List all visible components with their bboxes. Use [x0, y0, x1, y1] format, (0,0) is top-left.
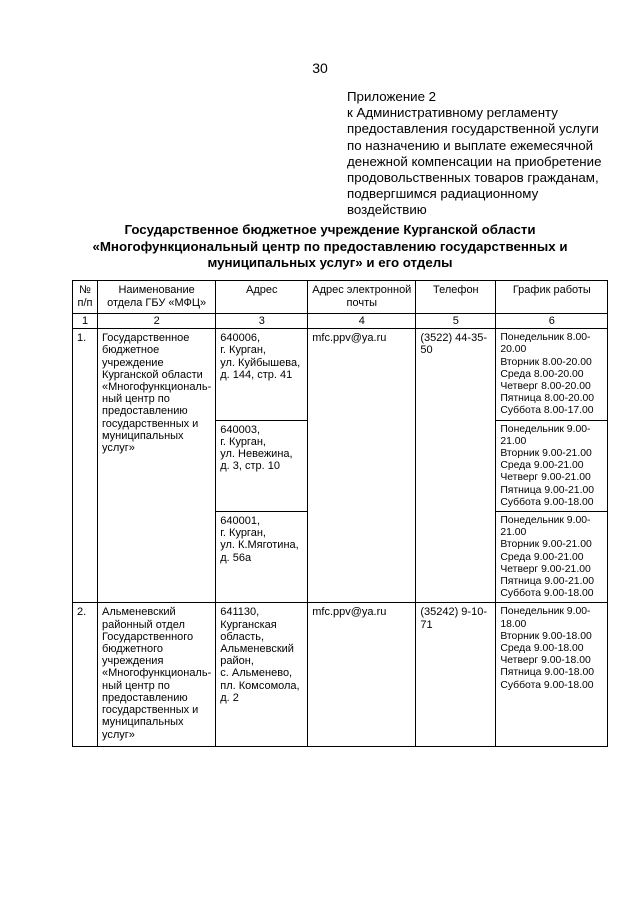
header-text: отдела ГБУ «МФЦ»	[107, 296, 207, 309]
appendix-line: продовольственных товаров гражданам,	[347, 170, 599, 186]
appendix-line: подвергшимся радиационному	[347, 186, 539, 202]
office-name-line: «Многофункциональ-	[102, 381, 212, 394]
address-line: д. 56а	[220, 551, 252, 564]
schedule-line: Четверг 9.00-18.00	[500, 655, 591, 667]
table-row	[73, 603, 608, 747]
address-line: область,	[220, 630, 265, 643]
appendix-line: предоставления государственной услуги	[347, 121, 599, 137]
office-phone	[416, 603, 496, 747]
address-line: Альменевский	[220, 643, 294, 656]
header-text: почты	[346, 296, 378, 309]
header-text: Наименование	[118, 284, 195, 296]
office-name-line: учреждение	[102, 356, 164, 369]
phone-line: 71	[420, 618, 433, 631]
table-row	[73, 329, 608, 420]
schedule-line: Суббота 8.00-17.00	[500, 405, 594, 417]
header-phone	[416, 281, 496, 314]
office-schedule	[496, 512, 608, 603]
office-schedule	[496, 329, 608, 420]
schedule-line: 20.00	[500, 344, 527, 356]
office-name-line: бюджетного	[102, 643, 163, 656]
phone-line: 50	[420, 344, 433, 357]
schedule-line: 21.00	[500, 527, 527, 539]
office-name-line: услуг»	[102, 728, 135, 741]
office-name-line: «Многофункциональ-	[102, 667, 212, 680]
schedule-line: 18.00	[500, 618, 527, 630]
office-name-line: предоставлению	[102, 405, 188, 418]
table-header-row	[73, 281, 608, 314]
office-name-line: Государственное	[102, 332, 190, 345]
schedule-line: Пятница 9.00-21.00	[500, 576, 595, 588]
column-number: 1	[73, 314, 98, 329]
address-line: г. Курган,	[220, 344, 266, 357]
office-name-line: бюджетное	[102, 344, 160, 357]
column-number: 4	[308, 314, 416, 329]
schedule-line: Понедельник 8.00-	[500, 332, 591, 344]
appendix-line: к Административному регламенту	[347, 105, 558, 121]
schedule-line: Вторник 9.00-21.00	[500, 539, 592, 551]
schedule-line: Понедельник 9.00-	[500, 515, 591, 527]
schedule-line: Четверг 8.00-20.00	[500, 381, 591, 393]
address-line: ул. Куйбышева,	[220, 356, 301, 369]
column-number: 3	[216, 314, 308, 329]
row-number: 2.	[73, 603, 98, 747]
phone-line: (3522) 44-35-	[420, 332, 487, 345]
header-text: Телефон	[433, 284, 479, 296]
office-name-line: Курганской области	[102, 368, 203, 381]
office-name-line: ный центр по	[102, 679, 170, 692]
office-email: mfc.ppv@ya.ru	[308, 603, 416, 747]
header-text: №	[79, 284, 91, 296]
header-schedule	[496, 281, 608, 314]
address-line: г. Курган,	[220, 527, 266, 540]
schedule-line: Вторник 8.00-20.00	[500, 356, 592, 368]
address-line: ул. Невежина,	[220, 448, 293, 461]
column-number: 5	[416, 314, 496, 329]
address-line: 641130,	[220, 606, 260, 619]
address-line: 640006,	[220, 332, 261, 345]
header-text: Адрес	[246, 284, 278, 296]
offices-table	[72, 280, 608, 747]
office-address	[216, 603, 308, 747]
appendix-line: воздействию	[347, 202, 427, 218]
address-line: ул. К.Мяготина,	[220, 539, 299, 552]
address-line: район,	[220, 655, 254, 668]
title-line: Государственное бюджетное учреждение Курганской области	[124, 222, 536, 237]
office-name-line: государственных и	[102, 704, 199, 717]
column-number: 6	[496, 314, 608, 329]
schedule-line: Суббота 9.00-18.00	[500, 496, 594, 508]
schedule-line: Среда 9.00-21.00	[500, 460, 584, 472]
address-line: с. Альменево,	[220, 667, 293, 680]
schedule-line: Суббота 9.00-18.00	[500, 588, 594, 600]
appendix-line: Приложение 2	[347, 89, 437, 104]
schedule-line: Пятница 9.00-18.00	[500, 667, 595, 679]
address-line: д. 3, стр. 10	[220, 460, 281, 473]
office-name-line: предоставлению	[102, 691, 188, 704]
phone-line: (35242) 9-10-	[420, 606, 487, 619]
address-line: д. 2	[220, 691, 239, 704]
schedule-line: Среда 8.00-20.00	[500, 368, 584, 380]
office-name-line: услуг»	[102, 442, 135, 455]
title-line: «Многофункциональный центр по предоставлению государственных и	[92, 238, 568, 254]
document-title	[60, 222, 600, 272]
office-name-line: муниципальных	[102, 716, 184, 729]
title-line: муниципальных услуг» и его отделы	[207, 255, 453, 270]
schedule-line: Среда 9.00-18.00	[500, 643, 584, 655]
header-address	[216, 281, 308, 314]
header-email	[308, 281, 416, 314]
office-name-line: учреждения	[102, 655, 164, 668]
office-name-line: ный центр по	[102, 393, 170, 406]
address-line: 640003,	[220, 423, 261, 436]
office-name-line: районный отдел	[102, 618, 185, 631]
address-line: д. 144, стр. 41	[220, 368, 293, 381]
schedule-line: Пятница 9.00-21.00	[500, 484, 595, 496]
address-line: Курганская	[220, 618, 277, 631]
header-num	[73, 281, 98, 314]
office-phone	[416, 329, 496, 603]
column-number: 2	[98, 314, 216, 329]
office-address	[216, 329, 308, 420]
office-schedule	[496, 420, 608, 511]
schedule-line: Четверг 9.00-21.00	[500, 472, 591, 484]
schedule-line: Понедельник 9.00-	[500, 423, 591, 435]
office-schedule	[496, 603, 608, 747]
header-text: График работы	[512, 284, 591, 296]
office-address	[216, 420, 308, 511]
appendix-line: денежной компенсации на приобретение	[347, 153, 602, 169]
header-text: Адрес электронной	[312, 284, 412, 296]
schedule-line: Понедельник 9.00-	[500, 606, 591, 618]
address-line: пл. Комсомола,	[220, 679, 300, 692]
address-line: г. Курган,	[220, 435, 266, 448]
schedule-line: Среда 9.00-21.00	[500, 551, 584, 563]
office-name	[98, 603, 216, 747]
schedule-line: Вторник 9.00-18.00	[500, 630, 592, 642]
office-name-line: Государственного	[102, 630, 194, 643]
column-number-row	[73, 314, 608, 329]
schedule-line: Суббота 9.00-18.00	[500, 679, 594, 691]
office-name-line: Альменевский	[102, 606, 176, 619]
header-text: п/п	[77, 296, 93, 309]
appendix-line: по назначению и выплате ежемесячной	[347, 137, 594, 153]
schedule-line: 21.00	[500, 435, 527, 447]
schedule-line: Пятница 8.00-20.00	[500, 393, 595, 405]
page-number: 30	[312, 60, 328, 76]
schedule-line: Вторник 9.00-21.00	[500, 448, 592, 460]
office-name-line: государственных и	[102, 417, 199, 430]
schedule-line: Четверг 9.00-21.00	[500, 563, 591, 575]
office-address	[216, 512, 308, 603]
office-name	[98, 329, 216, 603]
row-number: 1.	[73, 329, 98, 603]
appendix-block	[347, 89, 607, 219]
office-email: mfc.ppv@ya.ru	[308, 329, 416, 603]
address-line: 640001,	[220, 515, 261, 528]
office-name-line: муниципальных	[102, 429, 184, 442]
header-name	[98, 281, 216, 314]
